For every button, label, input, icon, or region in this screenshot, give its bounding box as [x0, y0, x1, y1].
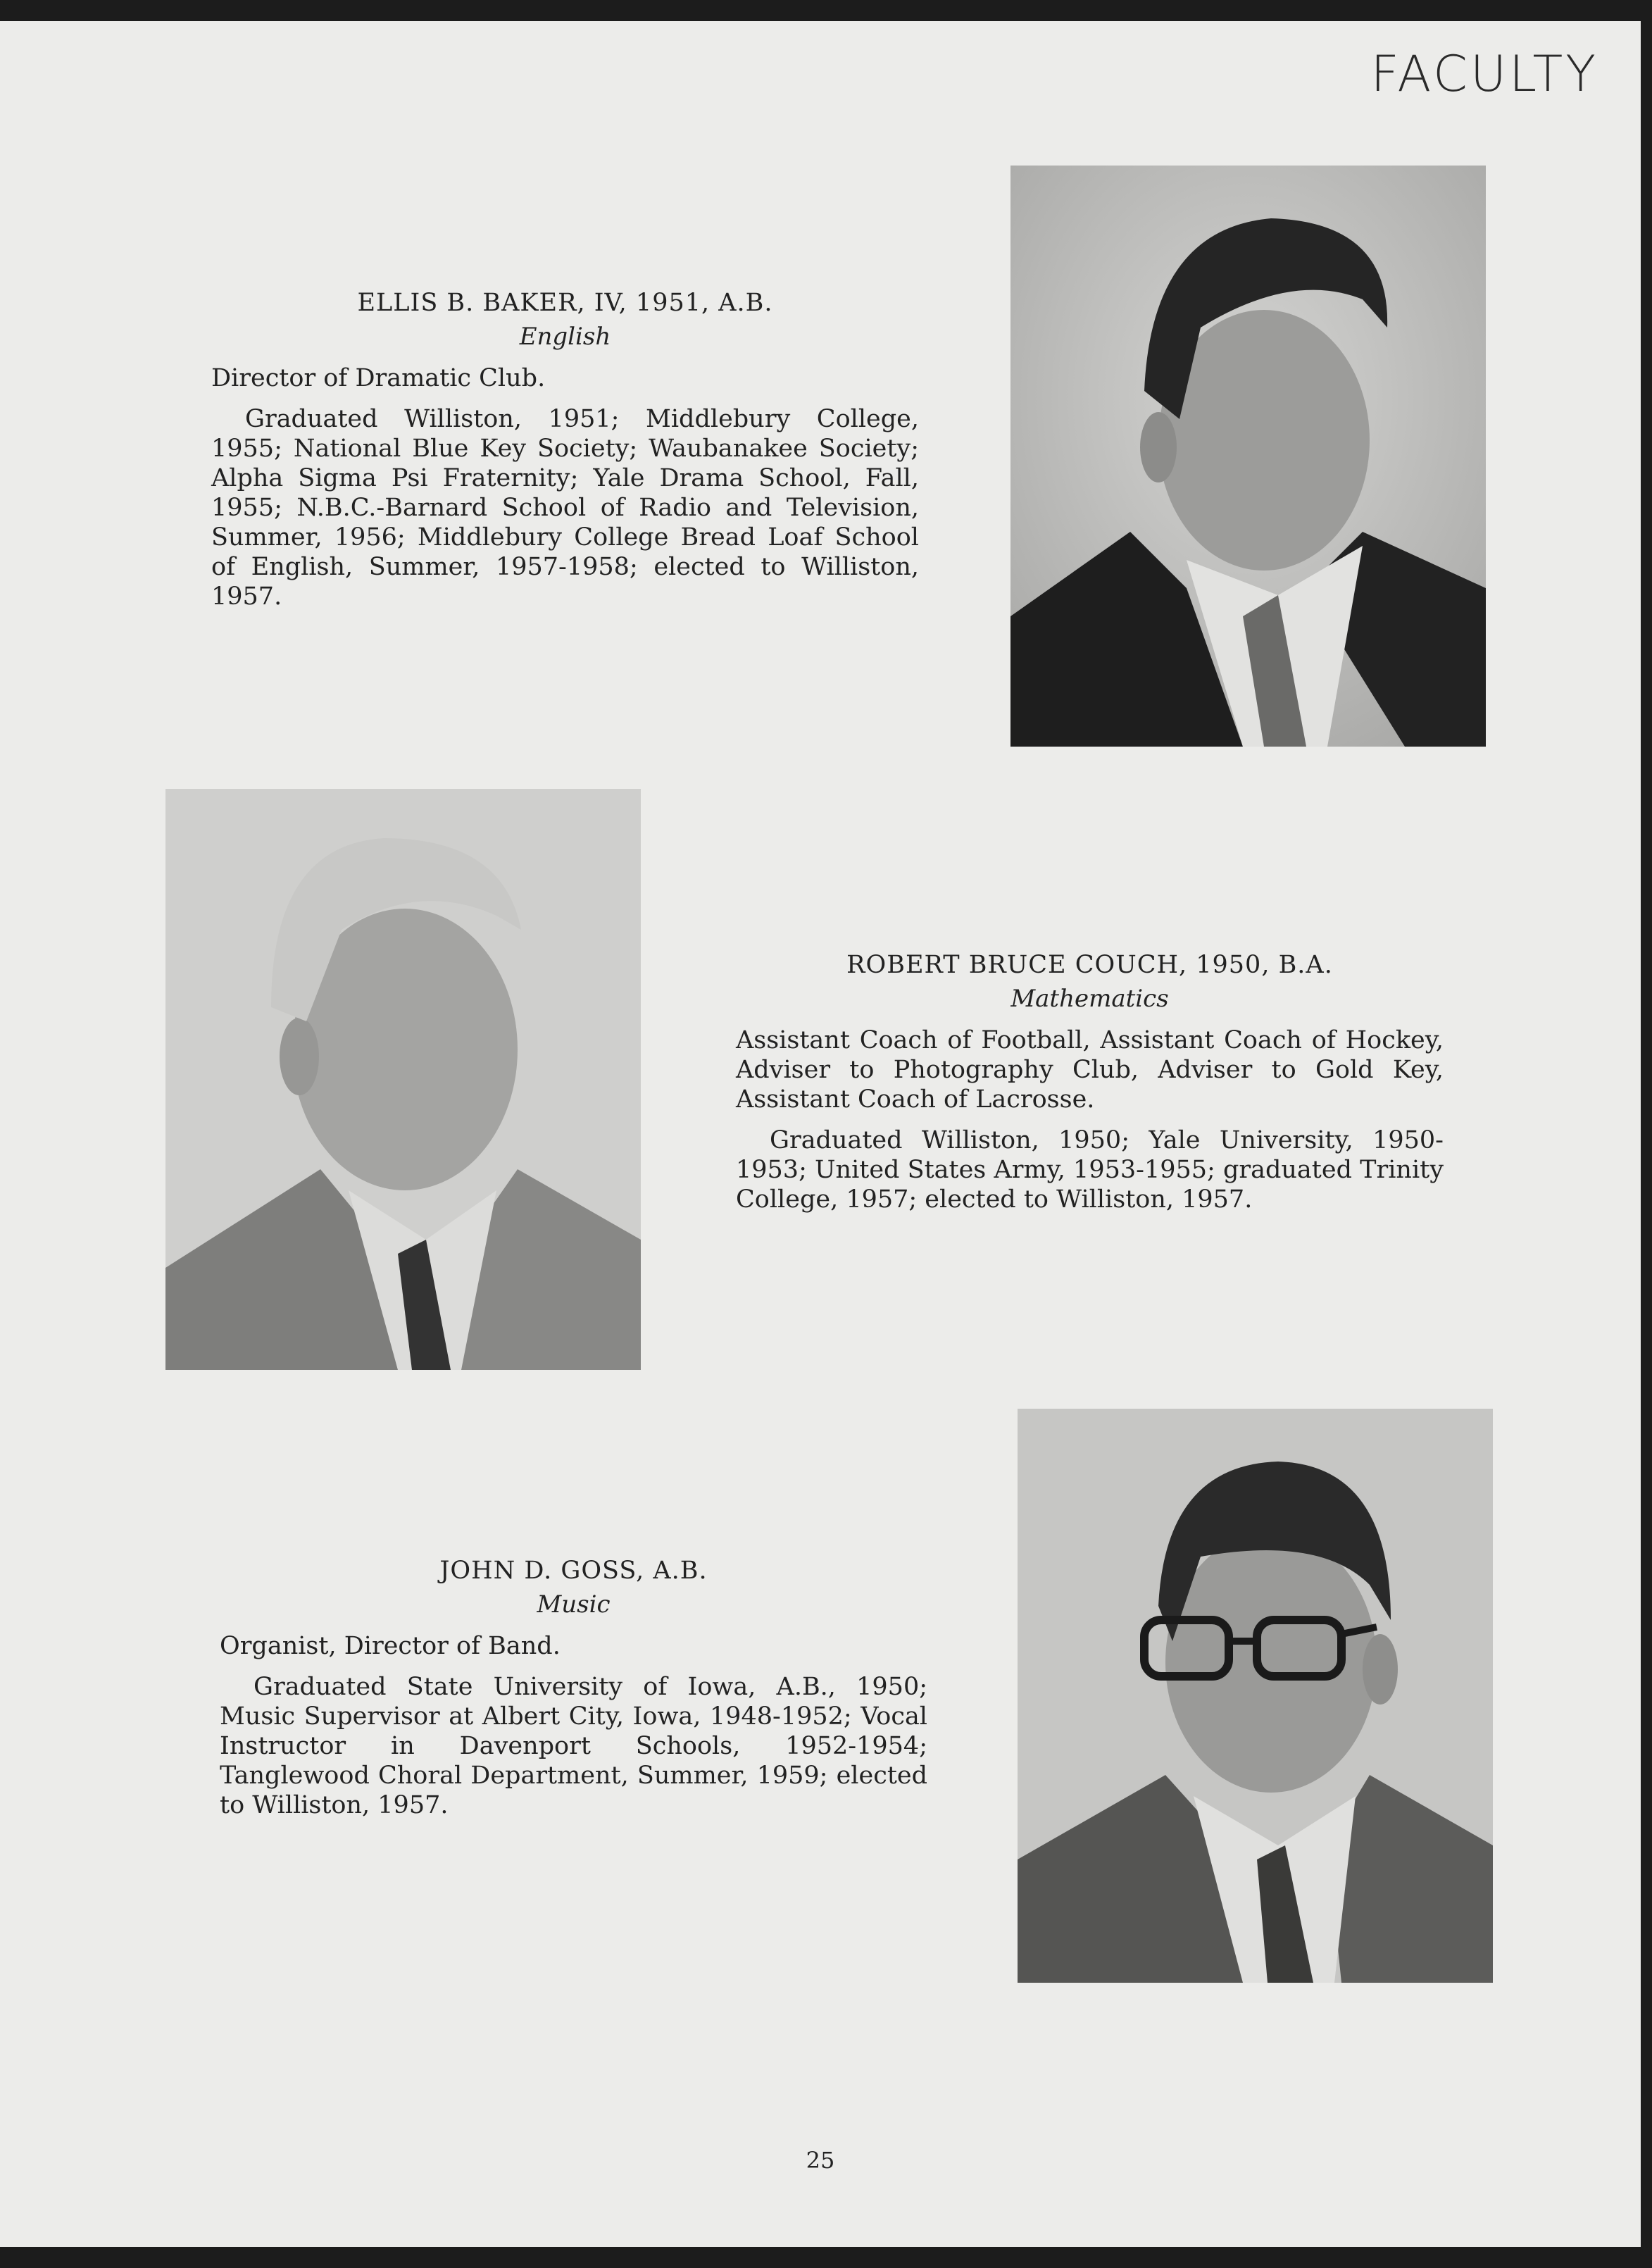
faculty-entry-baker — [211, 289, 919, 623]
faculty-duties: Assistant Coach of Football, Assistant Coach of Hockey, Adviser to Photography Club, Adviser to Gold Key, Assistant Coach of Lacrosse. — [736, 1026, 1444, 1114]
faculty-bio: Graduated Williston, 1950; Yale University, 1950-1953; United States Army, 1953-1955; graduated Trinity College, 1957; elected to Williston, 1957. — [736, 1126, 1444, 1214]
faculty-name: ROBERT BRUCE COUCH, 1950, B.A. — [846, 951, 1333, 979]
yearbook-page — [0, 21, 1641, 2247]
faculty-duties: Director of Dramatic Club. — [211, 364, 546, 392]
page-number: 25 — [806, 2147, 835, 2174]
faculty-subject: Music — [537, 1590, 611, 1619]
portrait-photo-couch — [165, 789, 641, 1370]
faculty-name: JOHN D. GOSS, A.B. — [439, 1557, 708, 1585]
faculty-entry-couch — [736, 951, 1444, 1226]
faculty-name: ELLIS B. BAKER, IV, 1951, A.B. — [357, 289, 773, 317]
faculty-bio: Graduated Williston, 1951; Middlebury College, 1955; National Blue Key Society; Waubanakee Society; Alpha Sigma Psi Fraternity; Yale Drama School, Fall, 1955; N.B.C.-Barnard School of Radio and Television, Summer, 1956; Middlebury College Bread Loaf School of English, Summer, 1957-1958; elected to Williston, 1957. — [211, 405, 919, 611]
portrait-photo-baker — [1010, 166, 1486, 747]
faculty-duties: Organist, Director of Band. — [220, 1632, 561, 1660]
faculty-bio: Graduated State University of Iowa, A.B., 1950; Music Supervisor at Albert City, Iowa, 1948-1952; Vocal Instructor in Davenport Schools, 1952-1954; Tanglewood Choral Department, Summer, 1959; elected to Williston, 1957. — [220, 1673, 927, 1819]
section-title: FACULTY — [1370, 45, 1598, 103]
faculty-subject: Mathematics — [1010, 985, 1169, 1013]
faculty-entry-goss — [220, 1557, 927, 1831]
portrait-photo-goss — [1018, 1409, 1493, 1983]
faculty-subject: English — [519, 323, 611, 351]
